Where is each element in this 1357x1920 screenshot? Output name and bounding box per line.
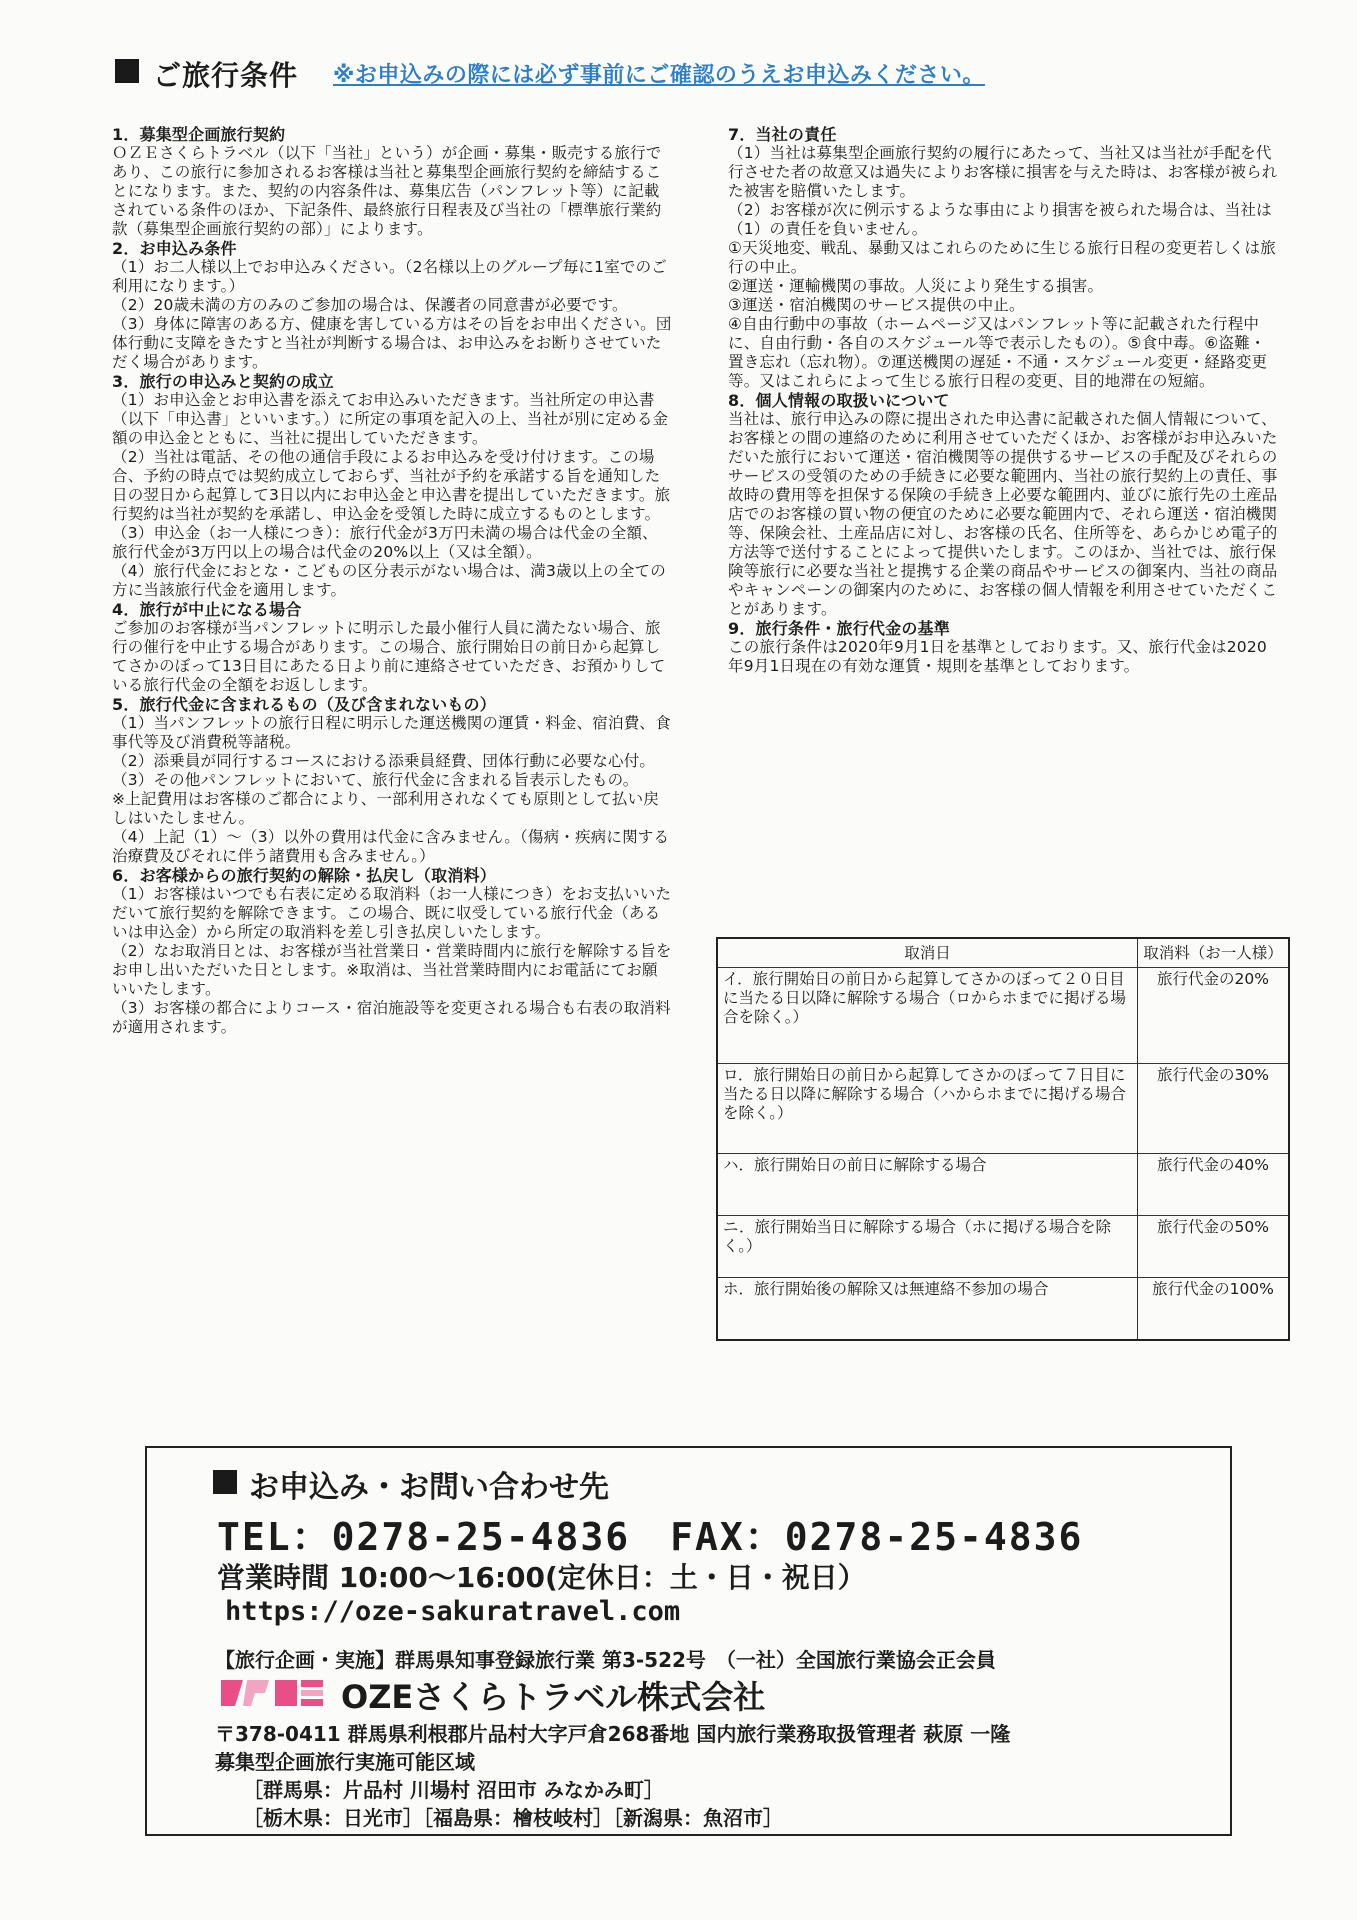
section-paragraph: （2）20歳未満の方のみのご参加の場合は、保護者の同意書が必要です。 (112, 296, 628, 314)
section-paragraph: ＯＺＥさくらトラベル（以下「当社」という）が企画・募集・販売する旅行であり、この旅行に参加されるお客様は当社と募集型企画旅行契約を締結することになります。また、契約の内容条件は、募集広告（パンフレット等）に記載されている条件のほか、下記条件、最終旅行日程表及び当社の「標準旅行業約款（募集型企画旅行契約の部）」によります。 (112, 144, 662, 238)
section-paragraph: （2）なお取消日とは、お客様が当社営業日・営業時間内に旅行を解除する旨をお申し出いただいた日とします。※取消は、当社営業時間内にお電話にてお願いいたします。 (112, 942, 672, 998)
business-hours: 営業時間 10:00～16:00(定休日：土・日・祝日） (217, 1561, 866, 1594)
cancel-fee-cell: 旅行代金の30% (1138, 1064, 1290, 1154)
section-title: 1．募集型企画旅行契約 (112, 125, 286, 144)
table-row (717, 1216, 1289, 1278)
section-title: 2．お申込み条件 (112, 239, 237, 258)
section-paragraph: ②運送・運輸機関の事故。人災により発生する損害。 (728, 277, 1104, 295)
section-paragraph: ※上記費用はお客様のご都合により、一部利用されなくても原則として払い戻しはいたしません。 (112, 790, 659, 827)
cancellation-fee-table (716, 937, 1290, 1341)
cancel-date-cell: ロ．旅行開始日の前日から起算してさかのぼって７日目に当たる日以降に解除する場合（ハからホまでに掲げる場合を除く。） (717, 1064, 1138, 1154)
section-title: 5．旅行代金に含まれるもの（及び含まれないもの） (112, 695, 496, 714)
table-row (717, 1278, 1289, 1340)
right-column (728, 125, 1278, 676)
company-address: 〒378-0411 群馬県利根郡片品村大字戸倉268番地 国内旅行業務取扱管理者 萩原 一隆 (215, 1722, 1011, 1746)
section-paragraph: （2）当社は電話、その他の通信手段によるお申込みを受け付けます。この場合、予約の時点では契約成立しておらず、当社が予約を承諾する旨を通知した日の翌日から起算して3日以内にお申込金と申込書を提出していただきます。旅行契約は当社が契約を承諾し、申込金を受領した時に成立するものとします。 (112, 448, 671, 523)
cancel-fee-cell: 旅行代金の40% (1138, 1154, 1290, 1216)
section-paragraph: （1）お二人様以上でお申込みください。（2名様以上のグループ毎に1室でのご利用になります。） (112, 258, 667, 295)
section-paragraph: （1）お申込金とお申込書を添えてお申込みいただきます。当社所定の申込書（以下「申込書」といいます。）に所定の事項を記入の上、当社が別に定める金額の申込金とともに、当社に提出していただきます。 (112, 391, 669, 447)
table-header-row (717, 938, 1289, 968)
contact-title-text: お申込み・お問い合わせ先 (249, 1470, 609, 1505)
section-paragraph: （1）当社は募集型企画旅行契約の履行にあたって、当社又は当社が手配を代行させた者の故意又は過失によりお客様に損害を与えた時は、お客様が被られた被害を賠償いたします。 (728, 144, 1278, 200)
section-paragraph: この旅行条件は2020年9月1日を基準としております。又、旅行代金は2020年9月1日現在の有効な運賃・規則を基準としております。 (728, 638, 1267, 675)
section-paragraph: （3）申込金（お一人様につき）：旅行代金が3万円未満の場合は代金の全額、旅行代金が3万円以上の場合は代金の20%以上（又は全額）。 (112, 524, 658, 561)
header-cancel-fee: 取消料（お一人様） (1138, 938, 1290, 968)
table-row (717, 968, 1289, 1064)
cancel-date-cell: ホ．旅行開始後の解除又は無連絡不参加の場合 (717, 1278, 1138, 1340)
company-name: OZEさくらトラベル株式会社 (341, 1678, 766, 1716)
cancel-date-cell: ハ．旅行開始日の前日に解除する場合 (717, 1154, 1138, 1216)
section-paragraph: ご参加のお客様が当パンフレットに明示した最小催行人員に満たない場合、旅行の催行を中止する場合があります。この場合、旅行開始日の前日から起算してさかのぼって13日目にあたる日より前に連絡させていただき、お預かりしている旅行代金の全額をお返しします。 (112, 619, 666, 694)
section-paragraph: ④自由行動中の事故（ホームページ又はパンフレット等に記載された行程中に、自由行動・各自のスケジュール等で表示したもの）。⑤食中毒。⑥盗難・置き忘れ（忘れ物）。⑦運送機関の遅延・不通・スケジュール変更・経路変更等。又はこれらによって生じる旅行日程の変更、目的地滞在の短縮。 (728, 315, 1268, 390)
header-title: ご旅行条件 (153, 59, 299, 92)
service-area-title: 募集型企画旅行実施可能区域 (215, 1750, 475, 1774)
section-paragraph: （3）身体に障害のある方、健康を害している方はその旨をお申出ください。団体行動に支障をきたすと当社が判断する場合は、お申込みをお断りさせていただく場合があります。 (112, 315, 672, 371)
header-note: ※お申込みの際には必ず事前にご確認のうえお申込みください。 (333, 63, 985, 88)
website-link[interactable]: https://oze-sakuratravel.com (225, 1596, 681, 1627)
section-paragraph: （4）上記（1）～（3）以外の費用は代金に含みません。（傷病・疾病に関する治療費及びそれに伴う諸費用も含みません。） (112, 828, 670, 865)
service-area-line-2: ［栃木県：日光市］［福島県：檜枝岐村］［新潟県：魚沼市］ (243, 1806, 783, 1830)
section-paragraph: （1）当パンフレットの旅行日程に明示した運送機関の運賃・料金、宿泊費、食事代等及び消費税等諸税。 (112, 714, 671, 751)
contact-phone-fax[interactable]: TEL：0278-25-4836 FAX：0278-25-4836 (217, 1515, 1084, 1559)
section-paragraph: （2）お客様が次に例示するような事由により損害を被られた場合は、当社は（1）の責任を負いません。 (728, 201, 1272, 238)
contact-box (145, 1446, 1232, 1836)
section-title: 7．当社の責任 (728, 125, 837, 144)
section-paragraph: （4）旅行代金におとな・こどもの区分表示がない場合は、満3歳以上の全ての方に当該旅行代金を適用します。 (112, 562, 666, 599)
cancel-fee-cell: 旅行代金の100% (1138, 1278, 1290, 1340)
section-title: 4．旅行が中止になる場合 (112, 600, 302, 619)
section-title: 8．個人情報の取扱いについて (728, 391, 950, 410)
section-title: 3．旅行の申込みと契約の成立 (112, 372, 334, 391)
section-paragraph: （3）お客様の都合によりコース・宿泊施設等を変更される場合も右表の取消料が適用されます。 (112, 999, 671, 1036)
company-logo-icon (217, 1676, 327, 1710)
conditions-header (115, 54, 1255, 100)
cancel-date-cell: ニ．旅行開始当日に解除する場合（ホに掲げる場合を除く。） (717, 1216, 1138, 1278)
cancel-fee-cell: 旅行代金の50% (1138, 1216, 1290, 1278)
cancel-date-cell: イ．旅行開始日の前日から起算してさかのぼって２０日目に当たる日以降に解除する場合（ロからホまでに掲げる場合を除く。） (717, 968, 1138, 1064)
header-square-bullet (115, 59, 139, 83)
section-paragraph: （1）お客様はいつでも右表に定める取消料（お一人様につき）をお支払いいただいて旅行契約を解除できます。この場合、既に収受している旅行代金（あるいは申込金）から所定の取消料を差し引き払戻しいたします。 (112, 885, 672, 941)
left-column (112, 125, 672, 1037)
section-paragraph: （2）添乗員が同行するコースにおける添乗員経費、団体行動に必要な心付。 (112, 752, 656, 770)
section-paragraph: ③運送・宿泊機関のサービス提供の中止。 (728, 296, 1025, 314)
section-title: 6．お客様からの旅行契約の解除・払戻し（取消料） (112, 866, 496, 885)
table-row (717, 1064, 1289, 1154)
section-paragraph: （3）その他パンフレットにおいて、旅行代金に含まれる旨表示したもの。 (112, 771, 639, 789)
section-paragraph: ①天災地変、戦乱、暴動又はこれらのために生じる旅行日程の変更若しくは旅行の中止。 (728, 239, 1276, 276)
header-cancel-date: 取消日 (717, 938, 1138, 968)
table-row (717, 1154, 1289, 1216)
contact-title (217, 1462, 609, 1506)
section-paragraph: 当社は、旅行申込みの際に提出された申込書に記載された個人情報について、お客様との間の連絡のために利用させていただくほか、お客様がお申込みいただいた旅行において運送・宿泊機関等の提供するサービスの手配及びそれらのサービスの受領のための手続きに必要な範囲内、当社の旅行契約上の責任、事故時の費用等を担保する保険の手続き上必要な範囲内、並びに旅行先の土産品店でのお客様の買い物の便宜のために必要な範囲内で、それら運送・宿泊機関等、保険会社、土産品店に対し、お客様の氏名、住所等を、あらかじめ電子的方法等で送付することによって提供いたします。このほか、当社では、旅行保険等旅行に必要な当社と提携する企業の商品やサービスの御案内、当社の商品やキャンペーンの御案内のために、お客様の個人情報を利用させていただくことがあります。 (728, 410, 1278, 618)
section-title: 9．旅行条件・旅行代金の基準 (728, 619, 950, 638)
cancel-fee-cell: 旅行代金の20% (1138, 968, 1290, 1064)
service-area-line-1: ［群馬県：片品村 川場村 沼田市 みなかみ町］ (243, 1778, 664, 1802)
registration-info: 【旅行企画・実施】群馬県知事登録旅行業 第3-522号 （一社）全国旅行業協会正会員 (215, 1648, 996, 1672)
